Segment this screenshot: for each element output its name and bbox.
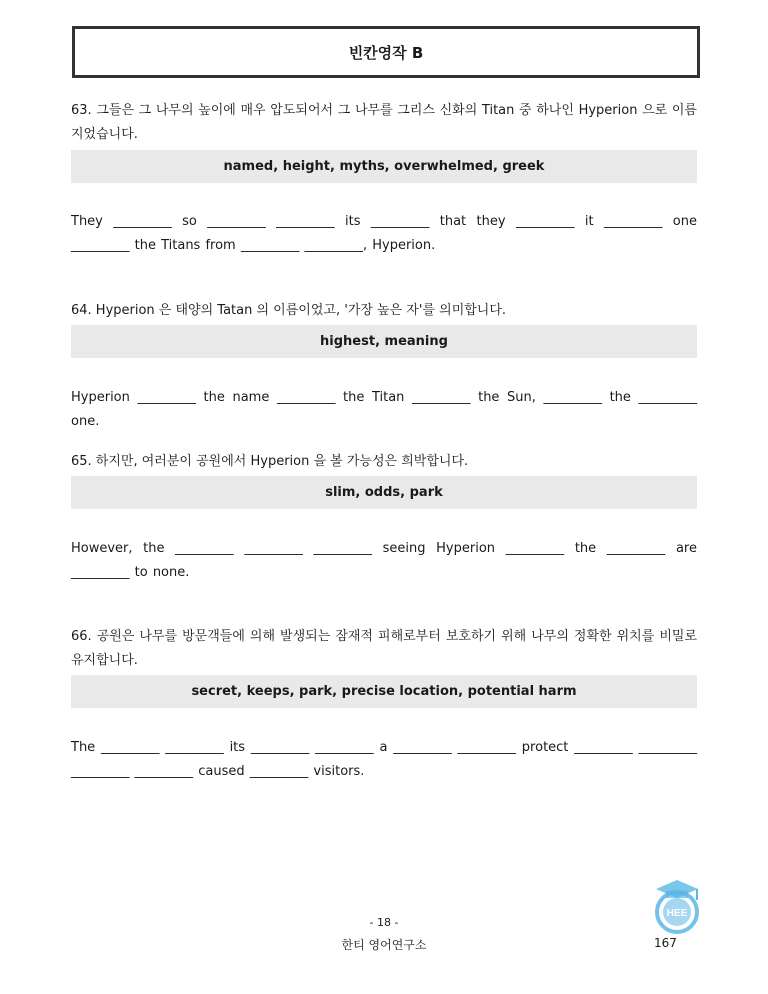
keyword-box: secret, keeps, park, precise location, potential harm	[71, 675, 697, 708]
keyword-box: highest, meaning	[71, 325, 697, 358]
korean-prompt: 64. Hyperion 은 태양의 Tatan 의 이름이었고, '가장 높은 자'를 의미합니다.	[71, 303, 507, 318]
question-63	[71, 99, 697, 147]
graduation-cap-logo-icon	[648, 876, 706, 940]
logo-text: HEE	[666, 908, 688, 919]
page-number: - 18 -	[369, 916, 399, 929]
korean-prompt: 65. 하지만, 여러분이 공원에서 Hyperion 을 볼 가능성은 희박합니다.	[71, 454, 469, 469]
english-blank-sentence: The _________ _________ its _________ _________ a _________ _________ protect _________ _________ _________ _________ caused _________ visitors.	[71, 740, 697, 779]
english-blank-sentence: Hyperion _________ the name _________ the Titan _________ the Sun, _________ the _________ one.	[71, 390, 697, 429]
question-65	[71, 450, 697, 474]
english-blank-sentence: They _________ so _________ _________ its _________ that they _________ it _________ one _________ the Titans from _________ _________, Hyperion.	[71, 214, 697, 253]
keyword-box: slim, odds, park	[71, 476, 697, 509]
organization-name: 한티 영어연구소	[341, 938, 427, 952]
korean-prompt: 66. 공원은 나무를 방문객들에 의해 발생되는 잠재적 피해로부터 보호하기 위해 나무의 정확한 위치를 비밀로 유지합니다.	[71, 629, 697, 668]
page-title: 빈칸영작 B	[72, 26, 700, 78]
question-66	[71, 625, 697, 673]
keyword-box: named, height, myths, overwhelmed, greek	[71, 150, 697, 183]
english-blank-sentence: However, the _________ _________ _________ seeing Hyperion _________ the _________ are _________ to none.	[71, 541, 697, 580]
question-64	[71, 299, 697, 323]
korean-prompt: 63. 그들은 그 나무의 높이에 매우 압도되어서 그 나무를 그리스 신화의 Titan 중 하나인 Hyperion 으로 이름 지었습니다.	[71, 103, 697, 142]
logo-number: 167	[654, 936, 677, 950]
